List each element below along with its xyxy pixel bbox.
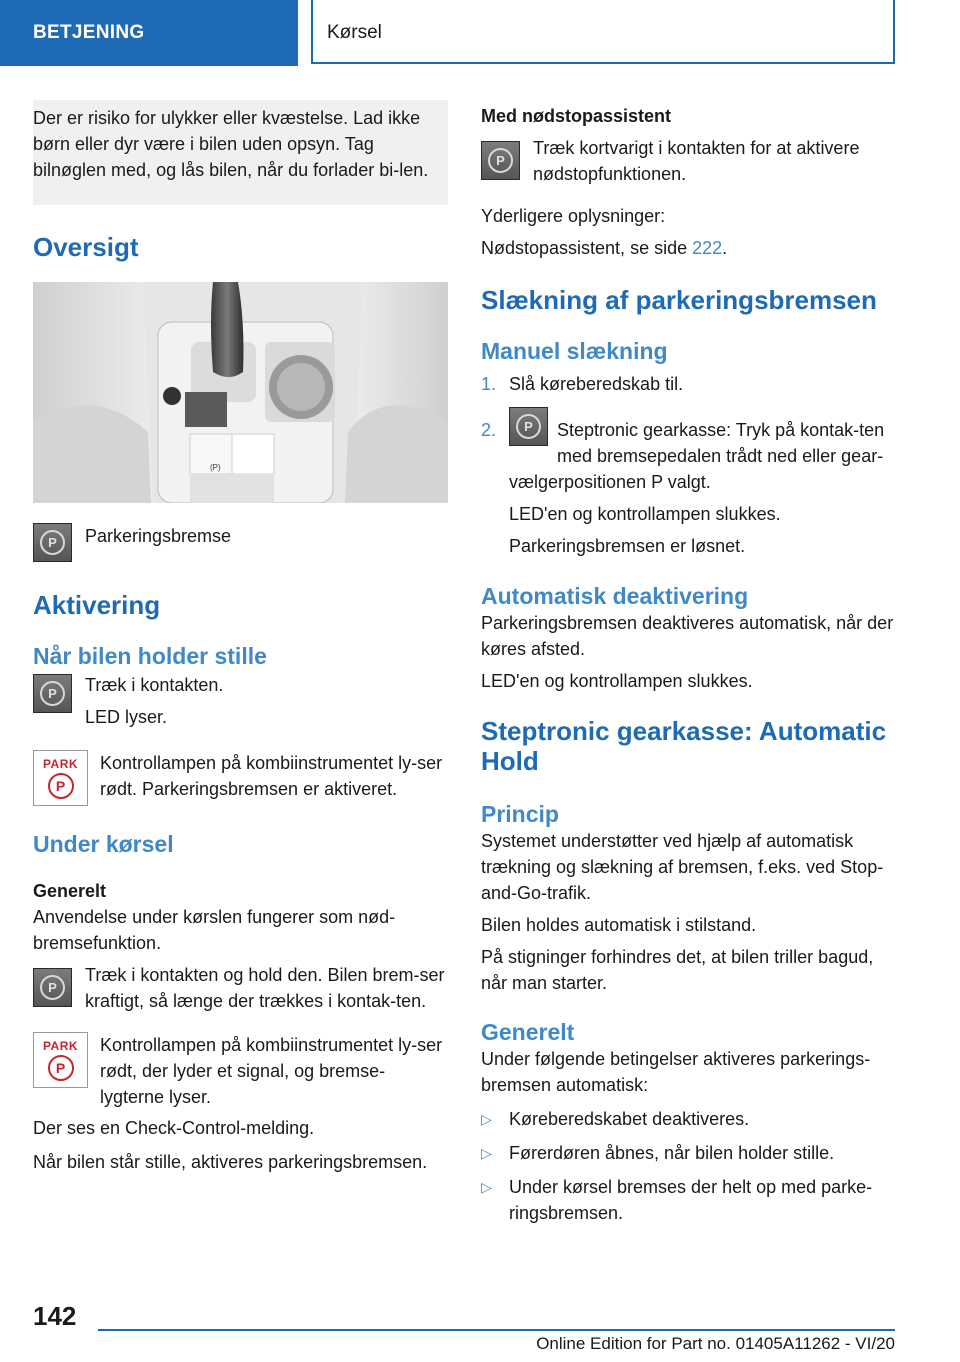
bullet-icon: ▷ (481, 1111, 492, 1127)
aktivering-heading: Aktivering (33, 590, 161, 620)
page-number: 142 (33, 1301, 77, 1331)
generelt-text: Anvendelse under kørslen fungerer som nød-bremsefunktion. (33, 907, 396, 953)
kontrol2-row (33, 1032, 448, 1110)
nodstop-text: Træk kortvarigt i kontakten for at aktivere nødstopfunktionen. (533, 138, 860, 184)
bullet-item: ▷ Under kørsel bremses der helt op med parke-ringsbremsen. (481, 1174, 896, 1226)
under-korsel-heading: Under kørsel (33, 831, 174, 857)
oversigt-heading: Oversigt (33, 232, 139, 262)
princip-text: Systemet understøtter ved hjælp af automatisk trækning og slækning af bremsen, f.eks. ved Stop-and-Go-trafik. (481, 831, 884, 903)
console-photo (33, 282, 448, 503)
auto-text: Parkeringsbremsen deaktiveres automatisk, når der køres afsted. (481, 613, 894, 659)
parking-brake-switch-icon: P (33, 968, 72, 1007)
header-section: BETJENING (0, 0, 298, 66)
nodstop-label: Med nødstopassistent (481, 106, 672, 126)
princip-heading: Princip (481, 801, 559, 827)
princip-text-2: Bilen holdes automatisk i stilstand. (481, 915, 757, 935)
auto-heading: Automatisk deaktivering (481, 583, 749, 609)
console-illustration (33, 282, 448, 503)
check-control-text: Der ses en Check-Control-melding. (33, 1118, 315, 1138)
step-1: 1. Slå køreberedskab til. (481, 374, 684, 394)
star-stille-text: Når bilen står stille, aktiveres parkeringsbremsen. (33, 1152, 428, 1172)
generelt-heading: Generelt (481, 1019, 575, 1045)
kontrol2-text: Kontrollampen på kombiinstrumentet ly-ser rødt, der lyder et signal, og bremse-lygterne lyser. (100, 1035, 443, 1107)
yderligere-text: Yderligere oplysninger: (481, 206, 666, 226)
generelt-right-text: Under følgende betingelser aktiveres parkerings-bremsen automatisk: (481, 1049, 871, 1095)
hold-heading: Steptronic gearkasse: Automatic Hold (481, 716, 887, 776)
legend-label: Parkeringsbremse (85, 526, 232, 546)
princip-text-3: På stigninger forhindres det, at bilen triller bagud, når man starter. (481, 947, 874, 993)
right-column (481, 100, 896, 1226)
park-warning-lamp-icon: PARK P (33, 750, 88, 806)
left-column (33, 100, 448, 1175)
holder-stille-line-1: Træk i kontakten. (85, 675, 224, 695)
auto-led-text: LED'en og kontrollampen slukkes. (481, 671, 753, 691)
legend-row (33, 523, 448, 562)
parking-brake-switch-icon: P (33, 523, 72, 562)
manuel-heading: Manuel slækning (481, 338, 668, 364)
bullet-item: ▷ Førerdøren åbnes, når bilen holder stille. (481, 1140, 896, 1166)
trak-hold-text: Træk i kontakten og hold den. Bilen brem-ser kraftigt, så længe der trækkes i kontak-ten. (85, 965, 445, 1011)
generelt-label: Generelt (33, 881, 107, 901)
warning-text: Der er risiko for ulykker eller kvæstelse. Lad ikke børn eller dyr være i bilen uden opsyn. Tag bilnøglen med, og lås bilen, når du forlader bi-len. (33, 108, 429, 180)
step-2: 2. P Steptronic gearkasse: Tryk på kontak-ten med bremsepedalen trådt ned eller gear-vælgerpositionen P valgt. LED'en og kontrollampen slukkes. Parkeringsbremsen er løsnet. (481, 407, 896, 559)
bullet-item: ▷ Køreberedskabet deaktiveres. (481, 1106, 896, 1132)
header-chapter: Kørsel (311, 0, 895, 64)
holder-stille-heading: Når bilen holder stille (33, 643, 267, 669)
bullet-icon: ▷ (481, 1145, 492, 1161)
park-warning-lamp-icon: PARK P (33, 1032, 88, 1088)
se-side-text: Nødstopassistent, se side 222. (481, 238, 728, 258)
parking-brake-switch-icon: P (33, 674, 72, 713)
slakning-heading: Slækning af parkeringsbremsen (481, 285, 877, 315)
footer-edition: Online Edition for Part no. 01405A11262 - VI/20 (536, 1334, 895, 1353)
warning-box (33, 100, 448, 205)
kontrol1-text: Kontrollampen på kombiinstrumentet ly-ser rødt. Parkeringsbremsen er aktiveret. (100, 753, 443, 799)
parking-brake-switch-icon: P (481, 141, 520, 180)
holder-stille-line-2: LED lyser. (85, 707, 168, 727)
bullet-icon: ▷ (481, 1179, 492, 1195)
kontrol1-row (33, 750, 448, 806)
holder-stille-row (33, 672, 448, 730)
svg-text:(P): (P) (210, 463, 221, 472)
parking-brake-switch-icon: P (509, 407, 548, 446)
trak-hold-block (33, 962, 448, 1014)
page-link[interactable]: 222 (692, 238, 723, 258)
nodstop-row (481, 135, 896, 187)
